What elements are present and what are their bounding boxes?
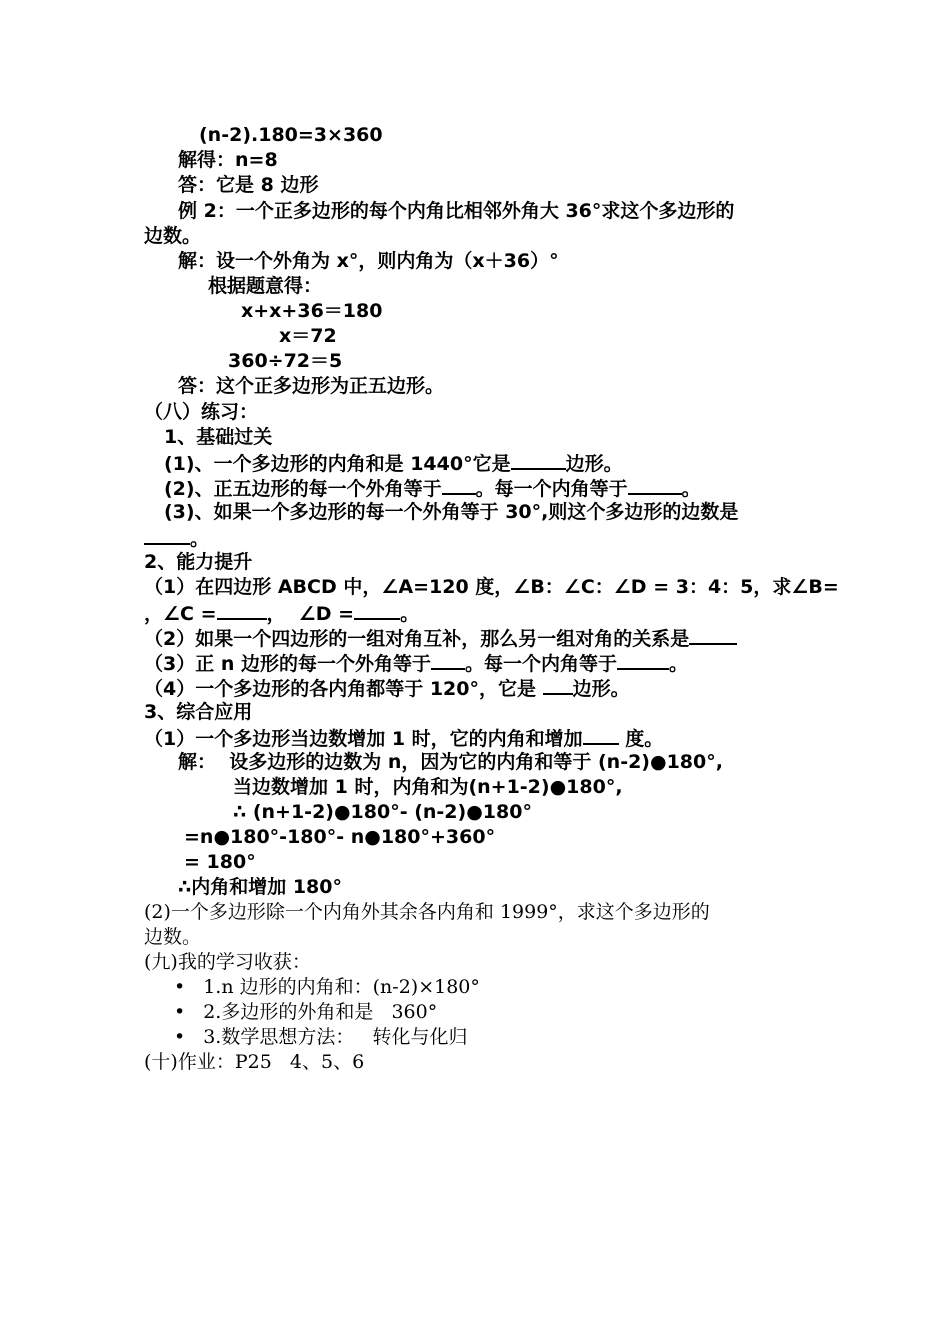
answer-blank-end: 。 xyxy=(669,653,689,675)
example-2-step-1: 根据题意得： xyxy=(208,275,323,297)
section-8-heading: （八）练习： xyxy=(144,401,259,423)
exercise-2-4: （4）一个多边形的各内角都等于 120°，它是 边形。 xyxy=(144,675,630,702)
section-10-homework: (十)作业：P25 4、5、6 xyxy=(144,1051,365,1073)
exercise-3-1-solution: 解： 设多边形的边数为 n，因为它的内角和等于 (n-2)●180°, xyxy=(178,751,723,773)
answer-1: 答：它是 8 边形 xyxy=(178,174,319,196)
example-2-question-cont: 边数。 xyxy=(144,225,202,247)
exercise-3-2-cont: 边数。 xyxy=(144,926,202,948)
answer-blank xyxy=(689,625,737,645)
exercise-1-2: (2)、正五边形的每一个外角等于 。每一个内角等于 。 xyxy=(164,475,701,502)
example-2-result: x＝72 xyxy=(279,325,337,347)
answer-blank xyxy=(431,650,465,670)
exercise-3-1-step-2: ∴ (n+1-2)●180°- (n-2)●180° xyxy=(233,801,532,823)
applied-heading: 3、综合应用 xyxy=(144,701,253,723)
answer-blank xyxy=(217,600,267,620)
takeaway-3: • 3.数学思想方法： 转化与化归 xyxy=(174,1026,468,1048)
exercise-3-1-step-3: =n●180°-180°- n●180°+360° xyxy=(184,826,496,848)
bullet-icon: • xyxy=(174,1001,186,1023)
answer-blank xyxy=(354,600,400,620)
answer-blank xyxy=(442,475,476,495)
exercise-1-1: (1)、一个多边形的内角和是 1440°它是 边形。 xyxy=(164,450,623,477)
takeaway-1: • 1.n 边形的内角和：(n-2)×180° xyxy=(174,976,480,998)
exercise-1-3: (3)、如果一个多边形的每一个外角等于 30°,则这个多边形的边数是 xyxy=(164,501,739,523)
example-2-answer: 答：这个正多边形为正五边形。 xyxy=(178,375,445,397)
exercise-2-3: （3）正 n 边形的每一个外角等于 。每一个内角等于 。 xyxy=(144,650,688,677)
exercise-2-1-cont: ，∠C = ， ∠D = 。 xyxy=(144,600,419,627)
example-2-equation: x+x+36＝180 xyxy=(241,300,383,322)
exercise-3-1-step-4: = 180° xyxy=(184,851,256,873)
example-2-question: 例 2：一个正多边形的每个内角比相邻外角大 36°求这个多边形的 xyxy=(178,200,735,222)
exercise-3-1-conclusion: ∴内角和增加 180° xyxy=(178,876,342,898)
example-2-solution: 解：设一个外角为 x°，则内角为（x＋36）° xyxy=(178,250,559,272)
bullet-icon: • xyxy=(174,976,186,998)
takeaway-2: • 2.多边形的外角和是 360° xyxy=(174,1001,438,1023)
bullet-icon: • xyxy=(174,1026,186,1048)
exercise-3-2: (2)一个多边形除一个内角外其余各内角和 1999°，求这个多边形的 xyxy=(144,901,710,923)
exercise-2-1: （1）在四边形 ABCD 中，∠A=120 度，∠B：∠C：∠D = 3：4：5，求∠B= xyxy=(144,576,839,598)
section-9-heading: (九)我的学习收获： xyxy=(144,951,311,973)
solution-step-2: 解得：n=8 xyxy=(178,149,278,171)
exercise-1-3-cont: 。 xyxy=(144,525,209,552)
example-2-division: 360÷72＝5 xyxy=(228,350,343,372)
exercise-3-1-step-1: 当边数增加 1 时，内角和为(n+1-2)●180°, xyxy=(233,776,623,798)
exercise-3-1: （1）一个多边形当边数增加 1 时，它的内角和增加 度。 xyxy=(144,725,663,752)
answer-blank xyxy=(628,475,682,495)
answer-blank xyxy=(617,650,669,670)
ability-heading: 2、能力提升 xyxy=(144,551,253,573)
solution-step-1: (n-2).180=3×360 xyxy=(199,124,383,146)
answer-blank xyxy=(144,525,190,545)
basic-level-heading: 1、基础过关 xyxy=(164,426,273,448)
exercise-2-2: （2）如果一个四边形的一组对角互补，那么另一组对角的关系是 xyxy=(144,625,737,652)
answer-blank xyxy=(543,675,573,695)
answer-blank xyxy=(511,450,566,470)
answer-blank xyxy=(583,725,619,745)
